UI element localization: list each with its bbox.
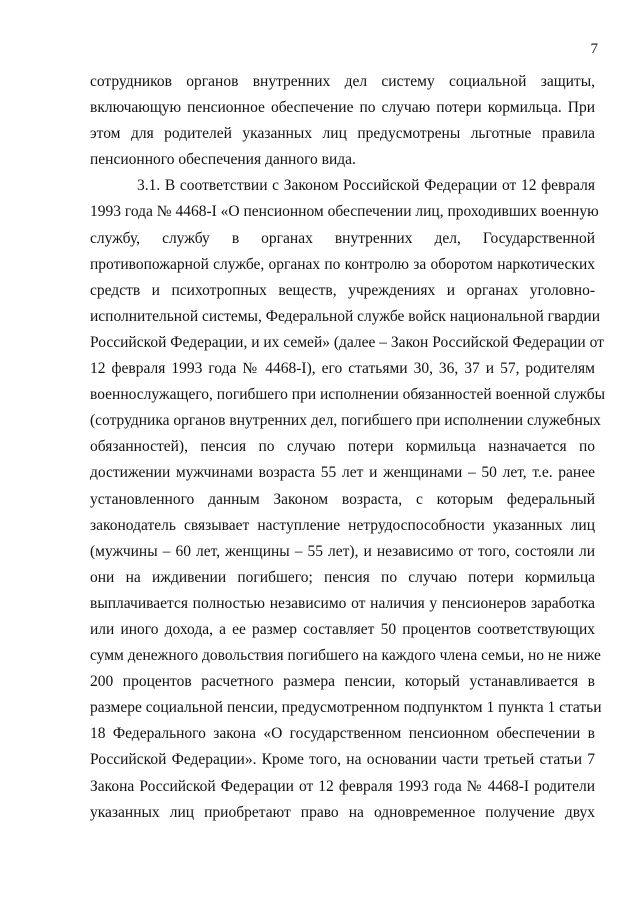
text-line: установленного данным Законом возраста, с которым федеральный (90, 490, 595, 508)
text-line: (мужчины – 60 лет, женщины – 55 лет), и независимо от того, состояли ли (90, 542, 595, 560)
text-line: 18 Федерального закона «О государственном пенсионном обеспечении в (90, 725, 595, 743)
text-line: сотрудников органов внутренних дел систему социальной защиты, (90, 73, 595, 90)
text-line: размере социальной пенсии, предусмотренном подпунктом 1 пункта 1 статьи (90, 699, 602, 717)
text-line: исполнительной системы, Федеральной службе войск национальной гвардии (90, 307, 601, 325)
text-line: выплачивается полностью независимо от наличия у пенсионеров заработка (90, 594, 595, 612)
text-line: Российской Федерации». Кроме того, на основании части третьей статьи 7 (90, 751, 595, 769)
text-line: 12 февраля 1993 года № 4468-I), его статьями 30, 36, 37 и 57, родителям (90, 360, 595, 378)
text-line: сумм денежного довольствия погибшего на каждого члена семьи, но не ниже (90, 647, 601, 665)
page-number: 7 (590, 41, 598, 57)
text-line: (сотрудника органов внутренних дел, погибшего при исполнении служебных (90, 412, 601, 430)
text-line: обязанностей), пенсия по случаю потери кормильца назначается по (90, 438, 595, 456)
text-line: 1993 года № 4468-I «О пенсионном обеспечении лиц, проходивших военную (90, 203, 599, 221)
text-line: пенсионного обеспечения данного вида. (90, 151, 356, 169)
paragraph-2 (90, 173, 606, 825)
text-line: службу, службу в органах внутренних дел, Государственной (90, 229, 595, 247)
text-line: средств и психотропных веществ, учреждениях и органах уголовно- (90, 281, 595, 299)
text-line: достижении мужчинами возраста 55 лет и женщинами – 50 лет, т.е. ранее (90, 464, 595, 482)
text-line: указанных лиц приобретают право на одновременное получение двух (90, 803, 595, 821)
text-line: 3.1. В соответствии с Законом Российской Федерации от 12 февраля (137, 177, 595, 195)
body-text (90, 69, 606, 826)
text-line: военнослужащего, погибшего при исполнении обязанностей военной службы (90, 386, 606, 404)
text-line: Закона Российской Федерации от 12 февраля 1993 года № 4468-I родители (90, 777, 595, 795)
text-line: противопожарной службе, органах по контролю за оборотом наркотических (90, 255, 595, 273)
text-line: Российской Федерации, и их семей» (далее – Закон Российской Федерации от (90, 333, 604, 351)
text-line: они на иждивении погибшего; пенсия по случаю потери кормильца (90, 568, 595, 586)
text-line: законодатель связывает наступление нетрудоспособности указанных лиц (90, 516, 595, 534)
text-line: 200 процентов расчетного размера пенсии, который устанавливается в (90, 673, 595, 691)
text-line: или иного дохода, а ее размер составляет 50 процентов соответствующих (90, 620, 595, 638)
text-line: этом для родителей указанных лиц предусмотрены льготные правила (90, 125, 595, 143)
paragraph-1 (90, 69, 595, 173)
text-line: включающую пенсионное обеспечение по случаю потери кормильца. При (90, 99, 595, 117)
